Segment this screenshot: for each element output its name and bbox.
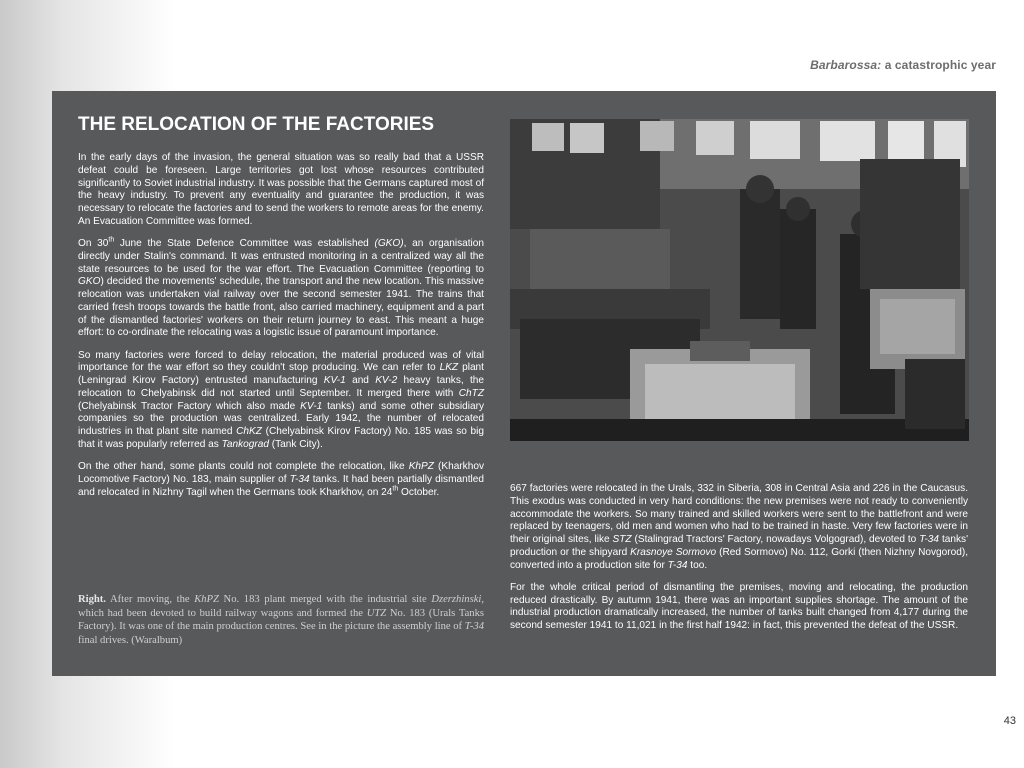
paragraph-5: 667 factories were relocated in the Urals, 332 in Siberia, 308 in Central Asia and 226 in the Caucasus. This exodus was conducted in very hard conditions: the new premises were not ready to conveniently accommodate the workers. So many trained and skilled workers were sent to the battlefront and were replaced by teenagers, old men and women who had to be trained in haste. Very few factories were in their original sites, like STZ (Stalingrad Tractors' Factory, nowadays Volgograd), devoted to T-34 tanks' production or the shipyard Krasnoye Sormovo (Red Sormovo) No. 112, Gorki (then Nizhny Novgorod), converted into a production site for T-34 too. — [510, 483, 968, 571]
running-header — [810, 58, 996, 72]
paragraph-4: On the other hand, some plants could not complete the relocation, like KhPZ (Kharkhov Locomotive Factory) No. 183, main supplier of T-34 tanks. It had been partially dismantled and relocated in Nizhny Tagil when the Germans took Kharkhov, on 24th October. — [78, 461, 484, 498]
article-title: THE RELOCATION OF THE FACTORIES — [78, 114, 435, 135]
running-header-italic: Barbarossa: — [810, 58, 882, 72]
article-panel — [52, 91, 996, 676]
factory-photo-icon — [510, 119, 969, 441]
paragraph-3: So many factories were forced to delay relocation, the material produced was of vital importance for the war effort so they couldn't stop producing. We can refer to LKZ plant (Leningrad Kirov Factory) entrusted manufacturing KV-1 and KV-2 heavy tanks, the relocation to Chelyabinsk did not started until September. It merged there with ChTZ (Chelyabinsk Tractor Factory which also made KV-1 tanks) and some other subsidiary companies so the production was centralized. Early 1942, the number of relocated industries in that plant site named ChKZ (Chelyabinsk Kirov Factory) No. 185 was so big that it was popularly referred as Tankograd (Tank City). — [78, 349, 485, 450]
page-number: 43 — [1003, 715, 1016, 727]
left-column — [78, 152, 484, 509]
factory-photo — [510, 119, 969, 441]
right-column — [510, 483, 968, 642]
running-header-rest: a catastrophic year — [881, 58, 996, 72]
paragraph-2: On 30th June the State Defence Committee was established (GKO), an organisation directly under Stalin's command. It was entrusted monitoring in a centralized way all the state resources to be used for the war effort. The Evacuation Committee (reporting to GKO) decided the movements' schedule, the transport and the new location. This massive relocation was undertaken vial railway over the second semester 1941. The trains that carried fresh troops towards the battle front, also carried machinery, equipment and a part of the dismantled factories' workers on their return journey to east. This meant a huge effort: to co-ordinate the relocating was a logistic issue of paramount importance. — [78, 236, 485, 339]
paragraph-1: In the early days of the invasion, the general situation was so really bad that a USSR defeat could be foreseen. Large territories got lost whose resources contributed significantly to Soviet industrial industry. It was possible that the Germans captured most of the heavy industry. To prevent any eventuality and guarantee the production, it was necessary to relocate the factories and to send the workers to remote areas for the enemy. An Evacuation Committee was formed. — [78, 152, 484, 227]
photo-caption: Right. After moving, the KhPZ No. 183 plant merged with the industrial site Dzerzhinski, which had been devoted to build railway wagons and formed the UTZ No. 183 (Urals Tanks Factory). It was one of the main production centres. See in the picture the assembly line of T-34 final drives. (Waralbum) — [78, 594, 484, 646]
paragraph-6: For the whole critical period of dismantling the premises, moving and relocating, the production reduced drastically. By autumn 1941, there was an important supplies shortage. The amount of the industrial production dramatically increased, the number of tanks built changed from 4,177 during the second semester 1941 to 11,021 in the first half 1942: in fact, this prevented the defeat of the USSR. — [510, 581, 968, 631]
